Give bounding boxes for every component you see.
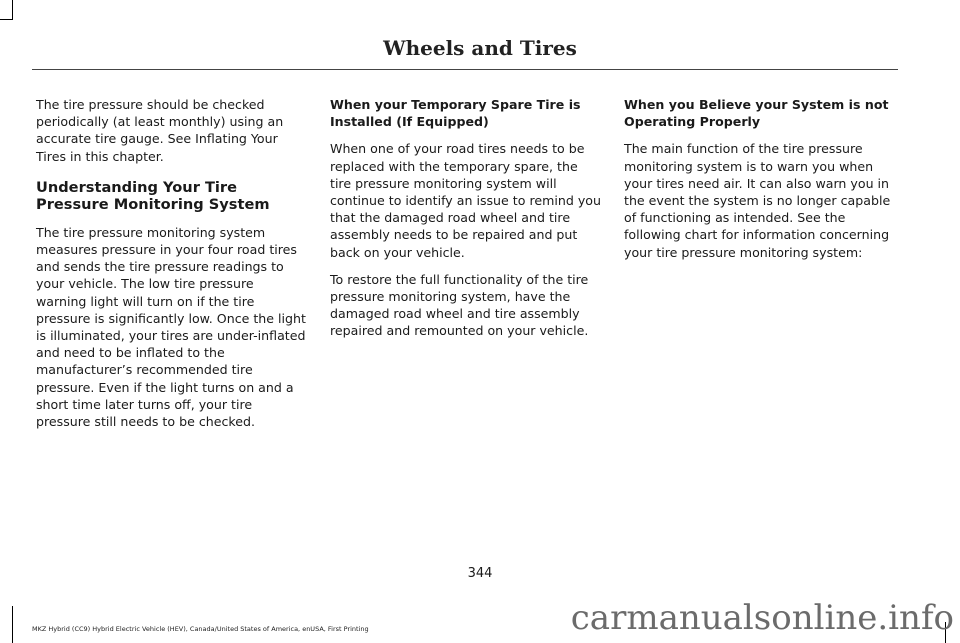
body-paragraph: The tire pressure should be checked periodically (at least monthly) using an accurate tire gauge. See Inflating Your Tires in this chapter. (36, 97, 284, 164)
crop-mark-top-left-vertical (12, 0, 13, 20)
section-heading: When your Temporary Spare Tire is Installed (If Equipped) (330, 97, 581, 130)
crop-mark-top-left-horizontal (0, 19, 13, 20)
section-heading: When you Believe your System is not Operating Properly (624, 97, 889, 130)
text-column-right (624, 96, 896, 271)
section-heading: Understanding Your Tire Pressure Monitoring System (36, 178, 270, 214)
body-paragraph: The main function of the tire pressure monitoring system is to warn you when your tires need air. It can also warn you in the event the system is no longer capable of functioning as intended. See the following chart for information concerning your tire pressure monitoring system: (624, 141, 891, 260)
edition-footer: MKZ Hybrid (CC9) Hybrid Electric Vehicle (HEV), Canada/United States of America, enUSA, First Printing (32, 625, 369, 633)
body-paragraph: To restore the full functionality of the tire pressure monitoring system, have the damaged road wheel and tire assembly repaired and remounted on your vehicle. (330, 271, 589, 339)
header-divider (32, 69, 898, 70)
page-number: 344 (467, 566, 493, 581)
page-title: Wheels and Tires (383, 36, 577, 60)
crop-mark-bottom-left-vertical (12, 606, 13, 643)
body-paragraph: When one of your road tires needs to be replaced with the temporary spare, the tire pressure monitoring system will continue to identify an issue to remind you that the damaged road wheel and tire assembly needs to be repaired and put back on your vehicle. (330, 141, 601, 260)
text-column-left (36, 96, 308, 440)
text-column-middle (330, 96, 602, 350)
body-paragraph: The tire pressure monitoring system measures pressure in your four road tires and sends the tire pressure readings to your vehicle. The low tire pressure warning light will turn on if the tire pressure is significantly low. Once the light is illuminated, your tires are under-inflated and need to be inflated to the manufacturer’s recommended tire pressure. Even if the light turns on and a short time later turns off, your tire pressure still needs to be checked. (36, 224, 306, 430)
site-watermark: carmanualsonline.info (570, 598, 954, 638)
